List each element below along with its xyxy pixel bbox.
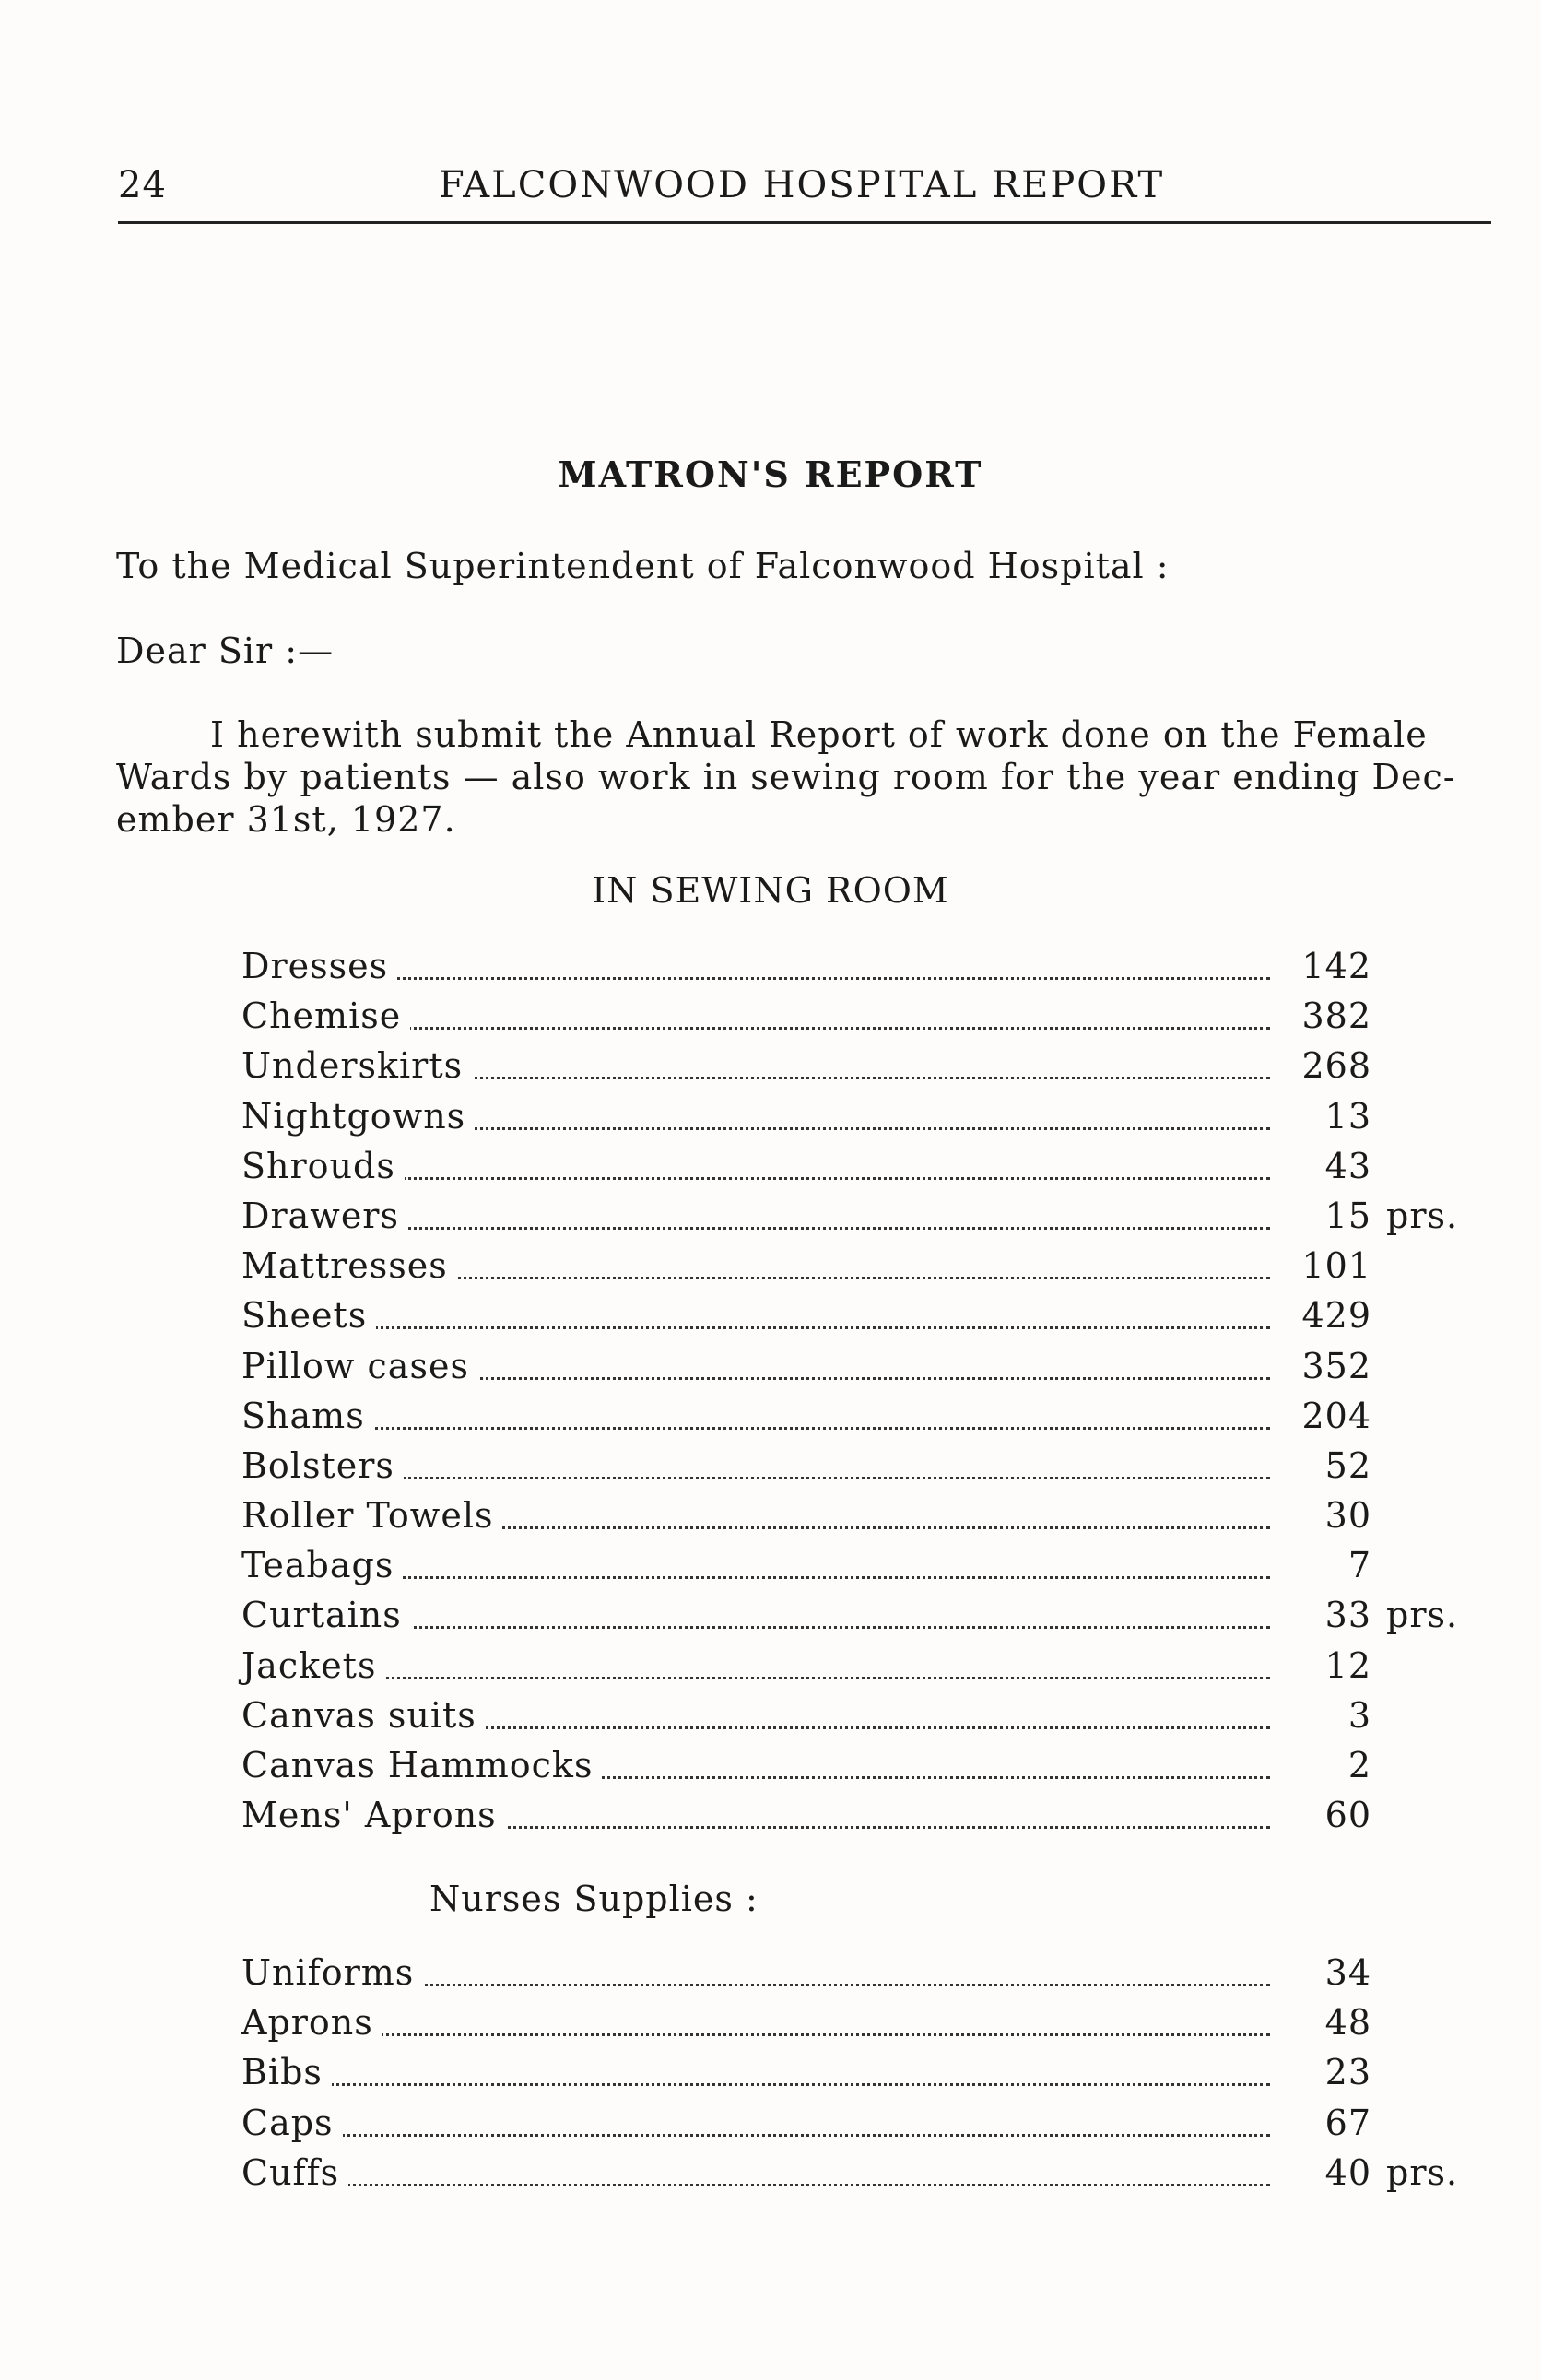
dot-leader <box>241 2033 1270 2036</box>
item-unit: prs. <box>1386 2151 1459 2193</box>
item-quantity: 7 <box>1347 1545 1371 1586</box>
item-quantity: 352 <box>1301 1345 1371 1386</box>
item-name: Dresses <box>241 946 397 986</box>
addressee-line: To the Medical Superintendent of Falconwood Hospital : <box>116 546 1170 586</box>
item-name: Nightgowns <box>241 1096 475 1137</box>
list-item <box>241 2002 1486 2052</box>
dot-leader <box>241 2134 1270 2137</box>
item-quantity: 30 <box>1324 1495 1371 1537</box>
item-quantity-cell <box>1270 1745 1541 1785</box>
list-item <box>241 1595 1486 1644</box>
nurses-supplies-heading: Nurses Supplies : <box>429 1879 759 1919</box>
dot-leader <box>241 2083 1270 2086</box>
item-quantity: 48 <box>1324 2002 1371 2044</box>
item-quantity-cell <box>1270 1952 1541 1993</box>
item-name: Curtains <box>241 1595 411 1635</box>
item-quantity-cell <box>1270 1045 1541 1086</box>
item-quantity: 13 <box>1324 1095 1371 1137</box>
intro-line: I herewith submit the Annual Report of work done on the Female <box>210 714 1428 755</box>
sewing-room-heading: IN SEWING ROOM <box>592 870 949 911</box>
item-name: Roller Towels <box>241 1495 502 1536</box>
item-quantity: 67 <box>1324 2102 1371 2143</box>
item-quantity: 15 <box>1324 1195 1371 1236</box>
list-item <box>241 1396 1486 1445</box>
list-item <box>241 1045 1486 1095</box>
item-quantity: 34 <box>1324 1952 1371 1993</box>
item-quantity-cell <box>1270 996 1541 1036</box>
item-name: Underskirts <box>241 1045 472 1086</box>
intro-line: ember 31st, 1927. <box>116 799 456 840</box>
item-quantity-cell <box>1270 2103 1541 2143</box>
item-name: Bibs <box>241 2052 332 2092</box>
dot-leader <box>241 1427 1270 1430</box>
list-item <box>241 1245 1486 1295</box>
item-unit: prs. <box>1386 1195 1459 1236</box>
list-item <box>241 1295 1486 1345</box>
item-quantity-cell <box>1270 1445 1541 1486</box>
item-name: Shrouds <box>241 1146 405 1186</box>
item-quantity-cell <box>1270 1196 1541 1236</box>
item-quantity-cell <box>1270 1695 1541 1736</box>
item-quantity-cell <box>1270 2002 1541 2043</box>
item-name: Uniforms <box>241 1952 423 1993</box>
list-item <box>241 1952 1486 2002</box>
report-title: MATRON'S REPORT <box>558 454 983 495</box>
item-quantity: 3 <box>1347 1694 1371 1736</box>
intro-line: Wards by patients — also work in sewing room for the year ending Dec- <box>116 757 1456 797</box>
list-item <box>241 1795 1486 1844</box>
item-quantity-cell <box>1270 2152 1541 2193</box>
list-item <box>241 1445 1486 1495</box>
item-quantity: 2 <box>1347 1745 1371 1785</box>
item-quantity: 60 <box>1324 1795 1371 1836</box>
list-item <box>241 1545 1486 1595</box>
item-name: Caps <box>241 2103 343 2143</box>
item-quantity: 12 <box>1324 1644 1371 1686</box>
item-quantity-cell <box>1270 1545 1541 1585</box>
running-title: FALCONWOOD HOSPITAL REPORT <box>439 164 1165 206</box>
sewing-room-list <box>241 946 1486 1844</box>
page-number: 24 <box>118 164 167 206</box>
list-item <box>241 2152 1486 2202</box>
item-name: Pillow cases <box>241 1346 478 1386</box>
item-quantity: 40 <box>1324 2151 1371 2193</box>
item-name: Jackets <box>241 1645 385 1686</box>
item-quantity: 204 <box>1301 1395 1371 1436</box>
item-quantity: 52 <box>1324 1444 1371 1486</box>
item-name: Chemise <box>241 996 410 1036</box>
nurses-supplies-list <box>241 1952 1486 2202</box>
item-quantity-cell <box>1270 1495 1541 1536</box>
item-name: Mattresses <box>241 1245 457 1286</box>
item-name: Canvas suits <box>241 1695 486 1736</box>
item-name: Sheets <box>241 1295 376 1336</box>
list-item <box>241 1645 1486 1695</box>
item-quantity-cell <box>1270 1795 1541 1835</box>
item-quantity: 101 <box>1301 1245 1371 1287</box>
greeting-line: Dear Sir :— <box>116 630 335 671</box>
intro-paragraph <box>116 713 1489 841</box>
list-item <box>241 946 1486 996</box>
item-quantity: 429 <box>1301 1295 1371 1337</box>
item-quantity: 33 <box>1324 1595 1371 1636</box>
item-quantity-cell <box>1270 2052 1541 2092</box>
dot-leader <box>241 1326 1270 1329</box>
item-name: Canvas Hammocks <box>241 1745 602 1785</box>
item-quantity: 23 <box>1324 2052 1371 2093</box>
item-quantity-cell <box>1270 1096 1541 1137</box>
item-quantity-cell <box>1270 1645 1541 1686</box>
item-name: Bolsters <box>241 1445 404 1486</box>
list-item <box>241 1146 1486 1196</box>
item-name: Mens' Aprons <box>241 1795 506 1835</box>
list-item <box>241 1096 1486 1146</box>
item-quantity-cell <box>1270 1146 1541 1186</box>
item-quantity: 43 <box>1324 1145 1371 1186</box>
item-name: Cuffs <box>241 2152 348 2193</box>
item-name: Drawers <box>241 1196 408 1236</box>
header-rule <box>118 221 1491 224</box>
list-item <box>241 1745 1486 1795</box>
item-quantity: 268 <box>1301 1045 1371 1087</box>
page-header <box>118 164 1491 210</box>
list-item <box>241 2103 1486 2152</box>
list-item <box>241 1346 1486 1396</box>
list-item <box>241 1695 1486 1745</box>
item-quantity-cell <box>1270 1595 1541 1635</box>
item-quantity-cell <box>1270 946 1541 986</box>
item-quantity-cell <box>1270 1396 1541 1436</box>
list-item <box>241 1495 1486 1545</box>
item-quantity-cell <box>1270 1346 1541 1386</box>
dot-leader <box>241 1677 1270 1679</box>
item-unit: prs. <box>1386 1595 1459 1636</box>
list-item <box>241 2052 1486 2102</box>
item-name: Teabags <box>241 1545 403 1585</box>
item-quantity: 142 <box>1301 946 1371 986</box>
item-quantity-cell <box>1270 1295 1541 1336</box>
item-name: Shams <box>241 1396 374 1436</box>
item-name: Aprons <box>241 2002 382 2043</box>
item-quantity: 382 <box>1301 996 1371 1037</box>
item-quantity-cell <box>1270 1245 1541 1286</box>
list-item <box>241 1196 1486 1245</box>
dot-leader <box>241 2184 1270 2186</box>
list-item <box>241 996 1486 1045</box>
